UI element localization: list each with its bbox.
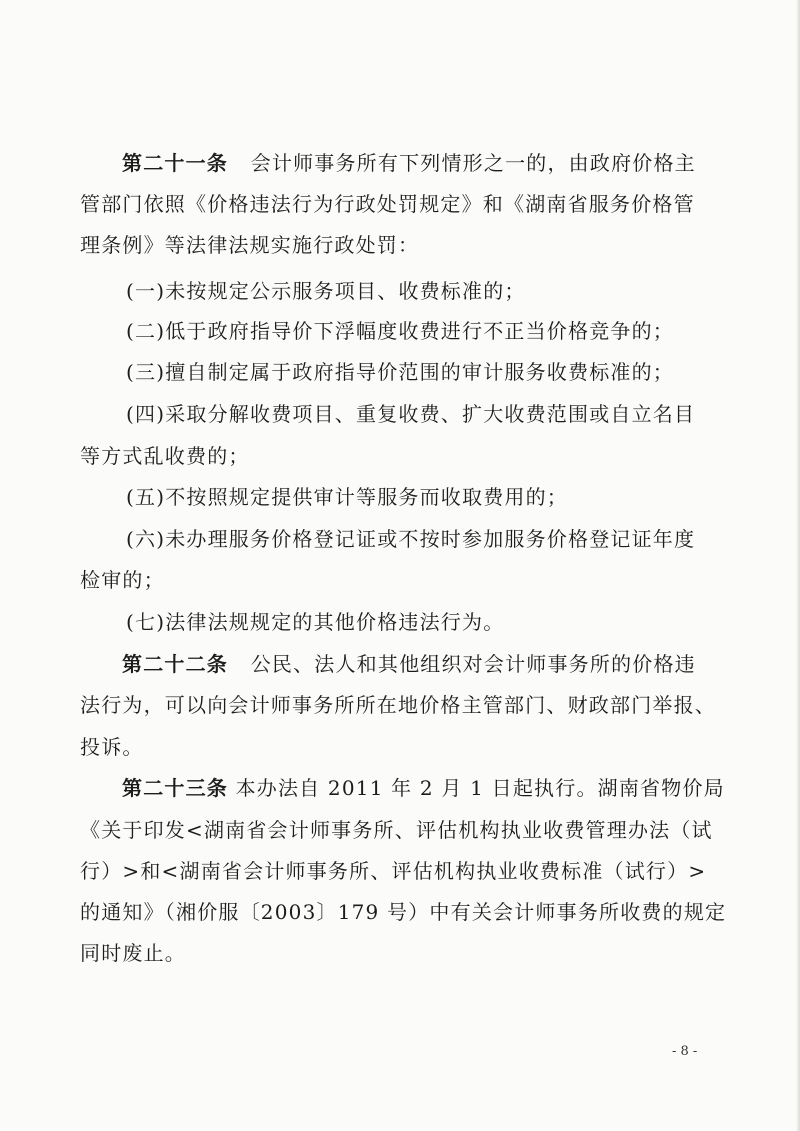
article-23-line-5: 同时废止。 [80,941,186,965]
article-23-first-line [122,775,725,801]
article-21-first-line [122,150,720,176]
article-21-heading: 第二十一条 [122,151,228,175]
article-22-line-2: 法行为，可以向会计师事务所所在地价格主管部门、财政部门举报、 [80,693,716,717]
article-21-item-4-cont: 等方式乱收费的； [80,444,250,468]
article-21-line-3: 理条例》等法律法规实施行政处罚： [80,233,420,257]
article-21-item-2: (二)低于政府指导价下浮幅度收费进行不正当价格竞争的； [126,319,675,343]
article-22-line-3: 投诉。 [80,735,144,759]
article-21-item-7: (七)法律法规规定的其他价格违法行为。 [126,610,505,634]
article-21-item-1: (一)未按规定公示服务项目、收费标准的； [126,279,526,303]
article-23-line-2: 《关于印发<湖南省会计师事务所、评估机构执业收费管理办法（试 [80,818,713,842]
page-edge-shadow [796,0,800,1131]
article-23-heading: 第二十三条 [122,776,228,800]
article-21-item-6-cont: 检审的； [80,568,165,592]
article-21-item-5: (五)不按照规定提供审计等服务而收取费用的； [126,485,569,509]
article-21-item-4: (四)采取分解收费项目、重复收费、扩大收费范围或自立名目 [126,402,696,426]
page-number: - 8 - [672,1044,698,1059]
article-23-line-3: 行）>和<湖南省会计师事务所、评估机构执业收费标准（试行）> [80,859,707,883]
article-21-item-6: (六)未办理服务价格登记证或不按时参加服务价格登记证年度 [126,527,696,551]
article-21-item-3: (三)擅自制定属于政府指导价范围的审计服务收费标准的； [126,360,675,384]
article-22-text: 公民、法人和其他组织对会计师事务所的价格违 [250,652,696,676]
article-21-line-2: 管部门依照《价格违法行为行政处罚规定》和《湖南省服务价格管 [80,192,695,216]
article-22-first-line [122,651,720,677]
article-23-text: 本办法自 2011 年 2 月 1 日起执行。湖南省物价局 [235,776,725,800]
article-23-line-4: 的通知》（湘价服〔2003〕179 号）中有关会计师事务所收费的规定 [80,900,727,924]
article-21-text: 会计师事务所有下列情形之一的，由政府价格主 [250,151,696,175]
article-22-heading: 第二十二条 [122,652,228,676]
